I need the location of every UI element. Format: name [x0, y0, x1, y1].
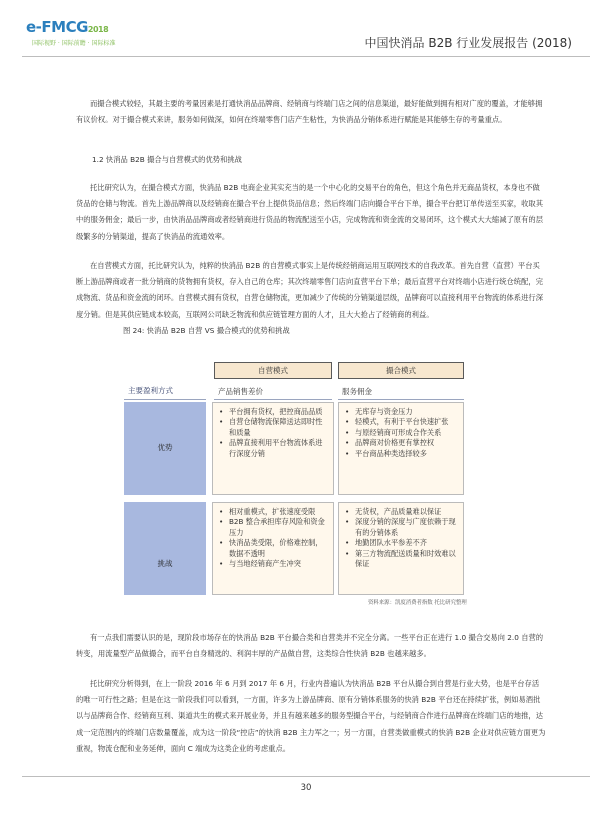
row-label-challenges: 挑战: [157, 559, 173, 568]
list-item: • 与原经销商可形成合作关系: [343, 428, 459, 438]
figure-source: 资料来源：凯度消费者指数 托比研究整理: [368, 600, 467, 606]
efmcg-logo: [26, 18, 136, 58]
list-item: • 相对重模式，扩张速度受限: [217, 507, 329, 517]
row-label-advantages: 优势: [157, 443, 173, 452]
page-header: [0, 0, 612, 66]
paragraph-3: 在自营模式方面，托比研究认为，纯粹的快消品 B2B 的自营模式事实上是传统经销商运用互联网技术的自我改革。首先自营（直营）平台买断上游品牌商或者一批分销商的货物拥有货权，存入自己的仓库；其次终端零售门店向直营平台下单；最后直营平台对终端小店进行统仓统配，完成物流、货品和资金流的闭环。自营模式拥有货权，自营仓储物流，更加减少了传统的分销渠道层级，品牌商可以直接利用平台物流的体系进行深度分销。但是其供应链成本较高，互联网公司缺乏物流和供应链管理方面的人才，且大大抢占了经销商的利益。: [76, 261, 543, 319]
logo-tagline: 国际视野 · 国际前瞻 · 国际标准: [32, 40, 116, 47]
column-header-self-operated: 自营模式: [214, 362, 332, 379]
comparison-table: [124, 362, 468, 598]
row-label-profit: 主要盈利方式: [128, 386, 173, 395]
list-item: • 深度分销的深度与广度依赖于现有的分销体系: [343, 517, 459, 538]
profit-matchmaking: 服务佣金: [338, 383, 464, 400]
challenges-matchmaking: [338, 502, 464, 595]
list-item: • 快消品类受限，价格难控制，数据不透明: [217, 538, 329, 559]
challenges-self-operated: [212, 502, 334, 595]
list-item: • 地勤团队水平参差不齐: [343, 538, 459, 548]
list-item: • 品牌直接利用平台物流体系进行深度分销: [217, 438, 329, 459]
list-item: • 第三方物流配送质量和时效难以保证: [343, 549, 459, 570]
list-item: • 品牌商对价格更有掌控权: [343, 438, 459, 448]
footer-divider: [22, 776, 590, 777]
list-item: • 无库存与资金压力: [343, 407, 459, 417]
row-label-bg-challenges: [124, 502, 206, 595]
advantages-matchmaking: [338, 402, 464, 495]
list-item: • 自营仓储物流保障送达即时性和质量: [217, 417, 329, 438]
paragraph-5: 托比研究分析得到，在上一阶段 2016 年 6 月到 2017 年 6 月，行业内普遍认为快消品 B2B 平台从撮合到自营是行业大势，也是平台存活的唯一可行性之路；但是在这一阶段我们可以看到，一方面，许多为上游品牌商、原有分销体系服务的快消 B2B 平台还在持续扩张，例如易酒批以与品牌商合作、经销商互利、渠道共生的模式来开展业务，并且有越来越多的服务型撮合平台，与经销商合作进行品牌商在终端门店的地推，达成一定范围内的终端门店数量覆盖，成为这一阶段“控店”的快消 B2B 主力军之一；另一方面，自营类做重模式的快消 B2B 企业对供应链方面更为重视，物流仓配和业务延伸，面向 C 端成为这类企业的考虑重点。: [76, 679, 546, 753]
list-item: • 无货权，产品质量难以保证: [343, 507, 459, 517]
list-item: • 轻模式，有利于平台快速扩张: [343, 417, 459, 427]
list-item: • B2B 整合承担库存风险和资金压力: [217, 517, 329, 538]
section-heading: 1.2 快消品 B2B 撮合与自营模式的优势和挑战: [92, 155, 242, 164]
page-number: 30: [300, 783, 312, 793]
paragraph-4: 有一点我们需要认识的是，现阶段市场存在的快消品 B2B 平台撮合类和自营类并不完全分离。一些平台正在进行 1.0 撮合交易向 2.0 自营的转变，用流量型产品做撮合，而平台自身精选的、利润丰厚的产品做自营，这类综合性快消 B2B 也越来越多。: [76, 633, 544, 659]
header-divider: [22, 56, 590, 57]
list-item: • 平台商品种类选择较多: [343, 449, 459, 459]
list-item: • 平台拥有货权，把控商品品质: [217, 407, 329, 417]
column-header-matchmaking: 撮合模式: [338, 362, 464, 379]
paragraph-1: 而撮合模式较轻，其最主要的考量因素是打通快消品品牌商、经销商与终端门店之间的信息渠道，最好能做到拥有相对广度的覆盖，才能够拥有议价权。对于撮合模式来讲，服务如何做深，如何在终端零售门店产生粘性，为快消品分销体系进行赋能是其能够生存的考量重点。: [76, 99, 543, 125]
paragraph-2: 托比研究认为，在撮合模式方面，快消品 B2B 电商企业其实充当的是一个中心化的交易平台的角色，但这个角色并无商品货权，本身也不做货品的仓储与物流。首先上游品牌商以及经销商在撮合平台上提供货品信息；然后终端门店向撮合平台下单，撮合平台把订单传送至买家，收取其中的服务佣金；最后一步，由快消品品牌商或者经销商进行货品的物流配送至小店，完成物流和资金流的交易闭环，这个模式大大缩减了原有的层级繁多的分销渠道，提高了快消品的流通效率。: [76, 183, 543, 241]
list-item: • 与当地经销商产生冲突: [217, 559, 329, 569]
logo-text: e-FMCG: [26, 18, 88, 36]
profit-self-operated: 产品销售差价: [214, 383, 332, 400]
report-title: 中国快消品 B2B 行业发展报告 (2018): [364, 36, 572, 50]
advantages-self-operated: [212, 402, 334, 495]
logo-year: 2018: [87, 25, 109, 34]
logo-wordmark: [26, 18, 108, 36]
figure-title: 图 24: 快消品 B2B 自营 VS 撮合模式的优势和挑战: [123, 326, 290, 335]
